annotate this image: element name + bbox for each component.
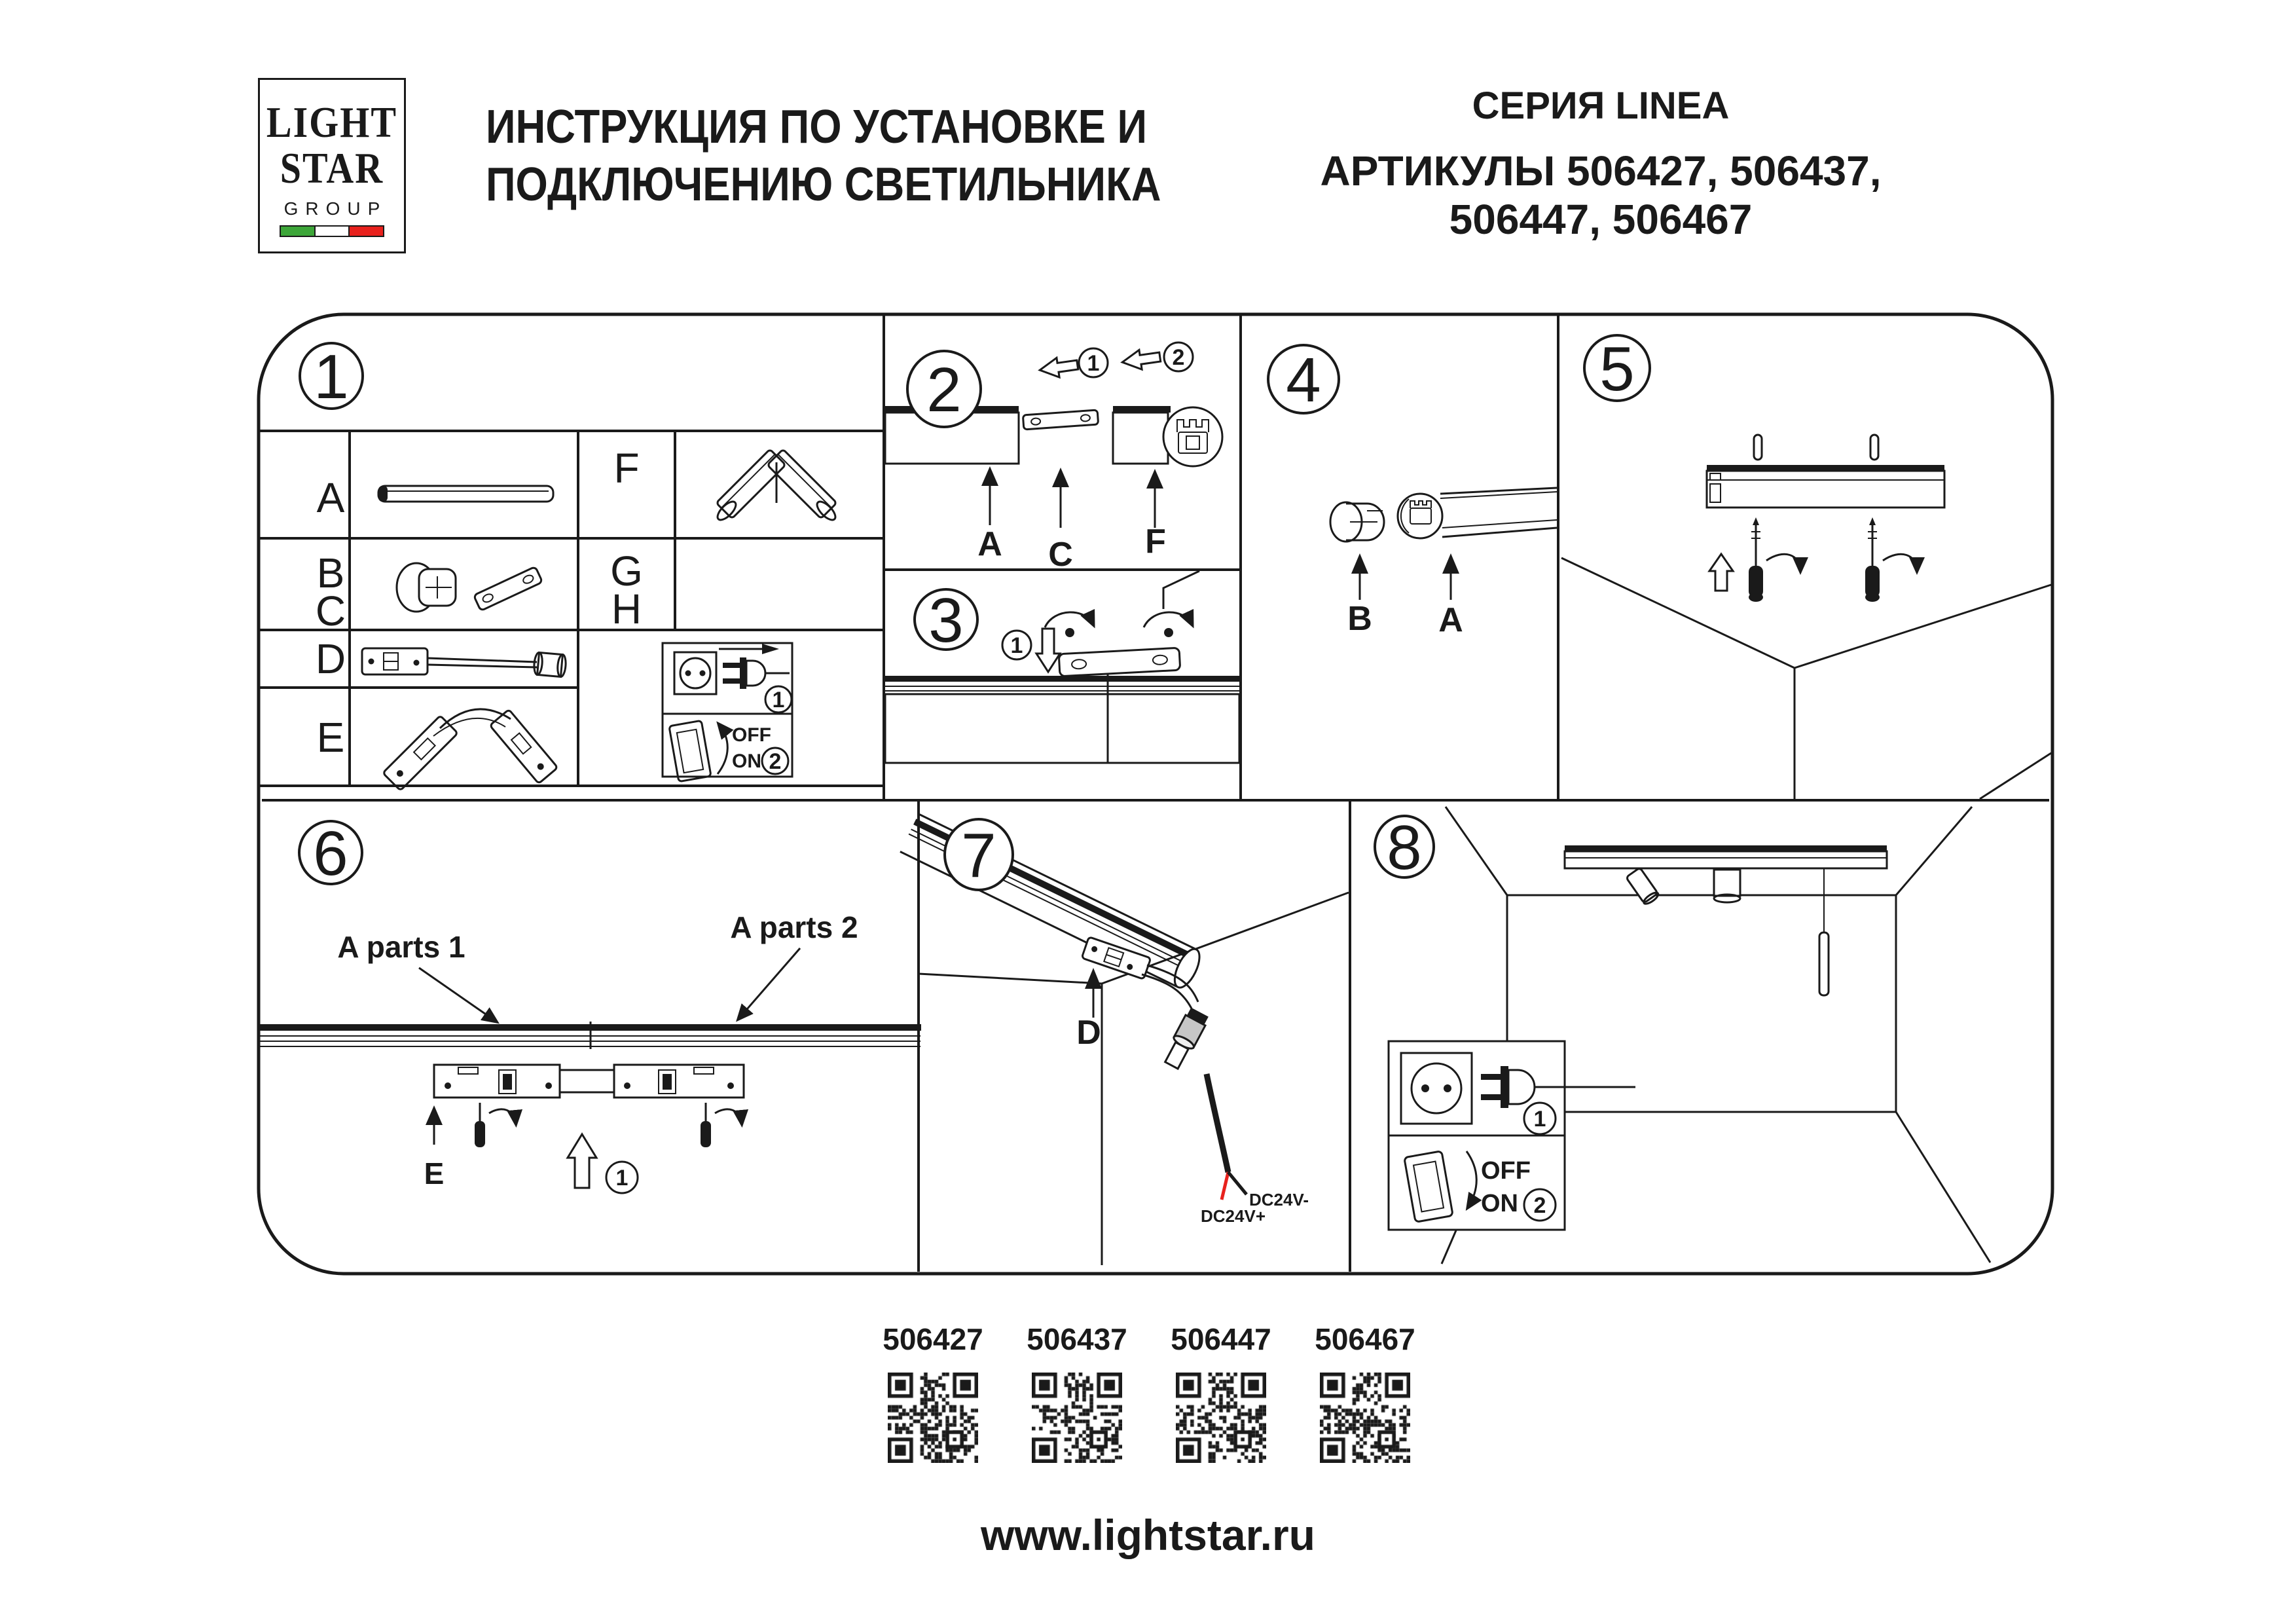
qr-article-label: 506447	[1171, 1322, 1271, 1356]
title-line-2: ПОДКЛЮЧЕНИЮ СВЕТИЛЬНИКА	[486, 158, 1161, 211]
connector-e-assembly	[434, 1065, 744, 1098]
row-label-b: B	[316, 549, 345, 597]
panel-7-power-feed	[900, 814, 1349, 1265]
panel-8-number-badge	[1375, 813, 1434, 883]
svg-text:2: 2	[1533, 1193, 1546, 1218]
wall-dowel-icon	[1754, 435, 1878, 460]
a-parts-2-label: A parts 2	[730, 910, 858, 944]
qr-article-label: 506427	[883, 1322, 983, 1356]
panel-5-number-badge	[1584, 334, 1650, 404]
push-up-arrow	[568, 1134, 596, 1188]
part-d-powerfeed-icon	[362, 648, 566, 677]
arrow-part-c	[1048, 468, 1073, 574]
svg-text:1: 1	[1533, 1107, 1546, 1132]
svg-text:C: C	[1048, 536, 1073, 574]
endcap-b	[1330, 502, 1384, 542]
panel-6-join-a-parts	[260, 819, 921, 1193]
slide-arrow-1	[1038, 355, 1079, 380]
qr-code	[1176, 1373, 1266, 1463]
panel-5-number: 5	[1599, 334, 1635, 404]
website-url: www.lightstar.ru	[981, 1511, 1315, 1559]
switch-icon	[669, 720, 727, 781]
a-parts-1-label: A parts 1	[337, 930, 465, 964]
row-label-c: C	[315, 587, 346, 635]
part-f-corner-track-icon	[715, 449, 839, 523]
step-1-badge	[1002, 631, 1031, 659]
row-label-g: G	[610, 547, 643, 595]
panel-3-fix-plate	[885, 571, 1239, 763]
power-steps-box	[1389, 1041, 1635, 1230]
step-1-badge	[1524, 1103, 1556, 1134]
logo-star-text: STAR	[280, 143, 384, 193]
panel-1-number: 1	[314, 342, 349, 412]
panel-grid	[259, 314, 2052, 1274]
assembled-track-side-view	[885, 673, 1239, 763]
arrow-part-d	[1076, 968, 1102, 1052]
panel-8-room	[1375, 807, 1990, 1264]
diagonal-track	[900, 814, 1205, 991]
ceiling-corner-lines	[1561, 558, 2051, 799]
panel-4-endcap	[1268, 345, 1557, 639]
socket-icon	[674, 652, 716, 694]
screwdriver-icon-left	[1749, 517, 1800, 602]
hex-key-icon	[1163, 571, 1199, 609]
panel-2-number-badge	[907, 351, 981, 427]
svg-text:1: 1	[772, 688, 785, 712]
row-label-a: A	[316, 474, 345, 521]
screwdriver-icon-right	[701, 1103, 742, 1147]
row-label-d: D	[315, 635, 346, 682]
panel-1-parts-table	[259, 342, 884, 790]
qr-code	[888, 1373, 978, 1463]
plug-icon	[719, 644, 790, 689]
track-a-perspective	[1398, 488, 1557, 538]
power-steps-box	[663, 643, 792, 782]
insert-arrow-down	[1036, 629, 1060, 672]
step-1-badge	[1079, 348, 1108, 377]
logo-group-text: GROUP	[283, 198, 388, 219]
step-1-badge	[765, 686, 792, 712]
panel-1-number-badge	[300, 342, 363, 412]
track-f-piece	[1113, 406, 1222, 466]
row-label-f: F	[613, 445, 640, 492]
slide-arrow-2	[1121, 347, 1161, 372]
qr-article-label: 506437	[1027, 1322, 1127, 1356]
panel-7-number: 7	[961, 821, 996, 891]
panel-4-number: 4	[1286, 345, 1321, 415]
off-label: OFF	[1481, 1157, 1531, 1185]
step-2-badge	[762, 748, 788, 774]
row-label-e: E	[316, 714, 345, 761]
connector-plate	[1059, 648, 1180, 676]
joined-track-side-view	[260, 1022, 921, 1049]
on-label: ON	[732, 750, 761, 772]
panel-4-number-badge	[1268, 345, 1339, 415]
leader-arrow-2	[738, 948, 800, 1019]
arrow-part-e	[424, 1105, 445, 1190]
ceiling-track-with-lights	[1565, 845, 1887, 995]
step-2-badge	[1164, 342, 1193, 371]
row-label-h: H	[611, 585, 642, 633]
svg-text:1: 1	[1010, 633, 1023, 658]
screwdriver-icon-left	[475, 1103, 516, 1147]
title-line-1: ИНСТРУКЦИЯ ПО УСТАНОВКЕ И	[486, 101, 1148, 153]
arrow-part-b	[1347, 553, 1372, 638]
off-label: OFF	[732, 724, 771, 746]
svg-text:D: D	[1076, 1014, 1101, 1052]
panel-5-mounting	[1561, 334, 2051, 799]
logo-light-text: LIGHT	[266, 98, 398, 147]
panel-6-number-badge	[299, 819, 362, 889]
panel-6-number: 6	[313, 819, 348, 889]
feed-cable	[1142, 965, 1247, 1200]
leader-arrow-1	[419, 968, 496, 1022]
svg-text:A: A	[977, 525, 1002, 563]
svg-text:1: 1	[615, 1166, 629, 1190]
svg-text:A: A	[1438, 601, 1463, 639]
svg-text:2: 2	[1172, 345, 1185, 370]
pendant-light-icon	[1819, 868, 1829, 995]
dc24v-plus-label: DC24V+	[1201, 1206, 1266, 1226]
spot-light-icon	[1626, 868, 1660, 906]
part-e-corner-connector-icon	[383, 709, 558, 790]
svg-text:1: 1	[1087, 351, 1100, 376]
part-a-track-icon	[378, 486, 553, 502]
dc24v-minus-label: DC24V-	[1249, 1190, 1309, 1209]
panel-8-number: 8	[1387, 813, 1422, 883]
panel-3-number-badge	[915, 585, 977, 655]
step-1-badge	[606, 1162, 638, 1193]
connector-plate-c	[1023, 410, 1098, 430]
arrow-part-a	[977, 466, 1002, 563]
svg-text:E: E	[424, 1156, 445, 1190]
panel-2-join-tracks	[885, 342, 1222, 574]
articles-line-1: АРТИКУЛЫ 506427, 506437,	[1320, 147, 1882, 194]
qr-code	[1320, 1373, 1410, 1463]
panel-7-number-badge	[945, 819, 1013, 891]
arrow-part-f	[1145, 469, 1166, 561]
screwdriver-icon-right	[1865, 517, 1917, 602]
rotate-arc-right	[1144, 612, 1192, 637]
part-c-plate-icon	[473, 566, 542, 611]
articles-line-2: 506447, 506467	[1449, 196, 1753, 243]
push-up-arrow	[1709, 554, 1733, 591]
panel-2-number: 2	[926, 355, 962, 425]
qr-article-label: 506467	[1315, 1322, 1415, 1356]
svg-text:F: F	[1145, 523, 1166, 561]
svg-text:B: B	[1347, 600, 1372, 638]
arrow-part-a	[1438, 553, 1463, 639]
series-name: СЕРИЯ LINEA	[1472, 84, 1730, 127]
part-b-endcap-icon	[397, 563, 456, 612]
cylinder-light-icon	[1714, 870, 1740, 902]
panel-3-number: 3	[928, 585, 964, 655]
qr-code	[1032, 1373, 1122, 1463]
step-2-badge	[1524, 1189, 1556, 1221]
track-profile-bar	[1707, 465, 1944, 507]
on-label: ON	[1481, 1190, 1518, 1217]
svg-text:2: 2	[769, 749, 782, 774]
